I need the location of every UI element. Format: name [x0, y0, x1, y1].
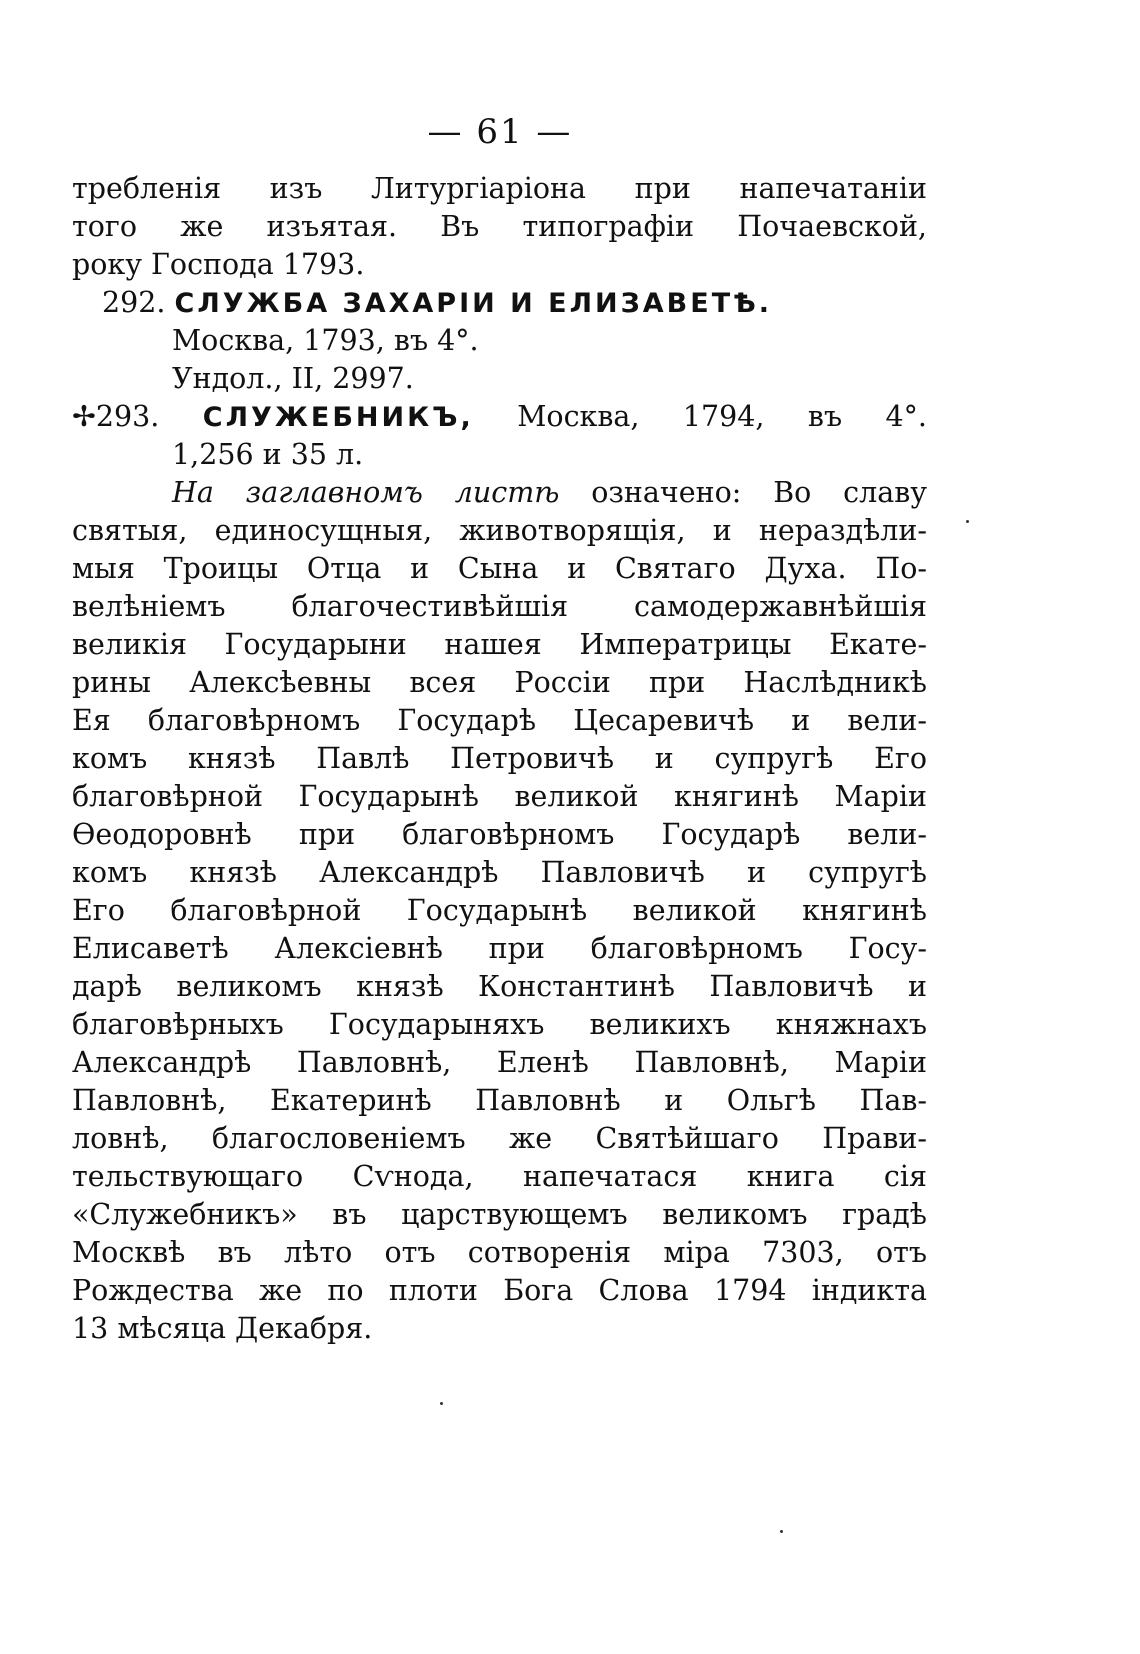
continuation-paragraph: [72, 170, 927, 284]
entry-number: 292.: [102, 286, 166, 319]
text-line: року Господа 1793.: [72, 248, 365, 281]
entry-number: ✢293.: [72, 400, 160, 433]
entry-reference: Ундол., II, 2997.: [172, 362, 414, 395]
entry-title: СЛУЖБА ЗАХАРІИ И ЕЛИЗАВЕТѢ.: [174, 288, 773, 319]
print-speck: [440, 1402, 443, 1405]
text-line: рины Алексѣевны всея Россіи при Наслѣдникѣ: [72, 666, 927, 699]
text-line: Ея благовѣрномъ Государѣ Цесаревичѣ и вели-: [72, 704, 927, 737]
page-number: — 61 —: [427, 112, 573, 152]
text-line: благовѣрныхъ Государыняхъ великихъ княжнахъ: [72, 1008, 927, 1041]
text-line: Рождества же по плоти Бога Слова 1794 індикта: [72, 1274, 927, 1307]
text-line: «Служебникъ» въ царствующемъ великомъ градѣ: [72, 1198, 927, 1231]
text-line: святыя, единосущныя, животворящія, и нераздѣли-: [72, 514, 927, 547]
note-first-line: [72, 474, 927, 512]
note-text: означено: Во славу: [591, 476, 928, 509]
print-speck: [780, 1530, 783, 1533]
text-line: великія Государыни нашея Императрицы Екате-: [72, 628, 927, 661]
text-line: того же изъятая. Въ типографіи Почаевской,: [72, 210, 927, 243]
text-line: Павловнѣ, Екатеринѣ Павловнѣ и Ольгѣ Пав-: [72, 1084, 927, 1117]
entry-heading: [72, 398, 927, 436]
entry-collation: 1,256 и 35 л.: [172, 438, 364, 471]
text-line: мыя Троицы Отца и Сына и Святаго Духа. По-: [72, 552, 927, 585]
entry-292: [72, 284, 927, 398]
entry-imprint: Москва, 1793, въ 4°.: [172, 324, 479, 357]
text-line: требленія изъ Литургіаріона при напечатаніи: [72, 172, 927, 205]
text-line: Ѳеодоровнѣ при благовѣрномъ Государѣ вели-: [72, 818, 927, 851]
text-line: Елисаветѣ Алексіевнѣ при благовѣрномъ Госу-: [72, 932, 927, 965]
print-speck: [966, 520, 969, 523]
text-line: благовѣрной Государынѣ великой княгинѣ Маріи: [72, 780, 927, 813]
text-line: тельствующаго Сѵнода, напечатася книга сія: [72, 1160, 927, 1193]
entry-title: СЛУЖЕБНИКЪ,: [202, 402, 474, 433]
text-line: Александрѣ Павловнѣ, Еленѣ Павловнѣ, Маріи: [72, 1046, 927, 1079]
text-line: Москвѣ въ лѣто отъ сотворенія міра 7303, отъ: [72, 1236, 927, 1269]
text-line: дарѣ великомъ князѣ Константинѣ Павловичѣ и: [72, 970, 927, 1003]
entry-imprint: Москва, 1794, въ 4°.: [517, 400, 927, 433]
entry-293: [72, 398, 927, 1348]
note-label: На заглавномъ листѣ: [172, 476, 560, 509]
entry-heading: [72, 284, 927, 322]
text-line: 13 мѣсяца Декабря.: [72, 1312, 373, 1345]
text-line: ловнѣ, благословеніемъ же Святѣйшаго Прави-: [72, 1122, 927, 1155]
text-line: велѣніемъ благочестивѣйшія самодержавнѣйшія: [72, 590, 927, 623]
text-line: комъ князѣ Александрѣ Павловичѣ и супругѣ: [72, 856, 927, 889]
text-line: комъ князѣ Павлѣ Петровичѣ и супругѣ Его: [72, 742, 927, 775]
text-line: Его благовѣрной Государынѣ великой княгинѣ: [72, 894, 927, 927]
